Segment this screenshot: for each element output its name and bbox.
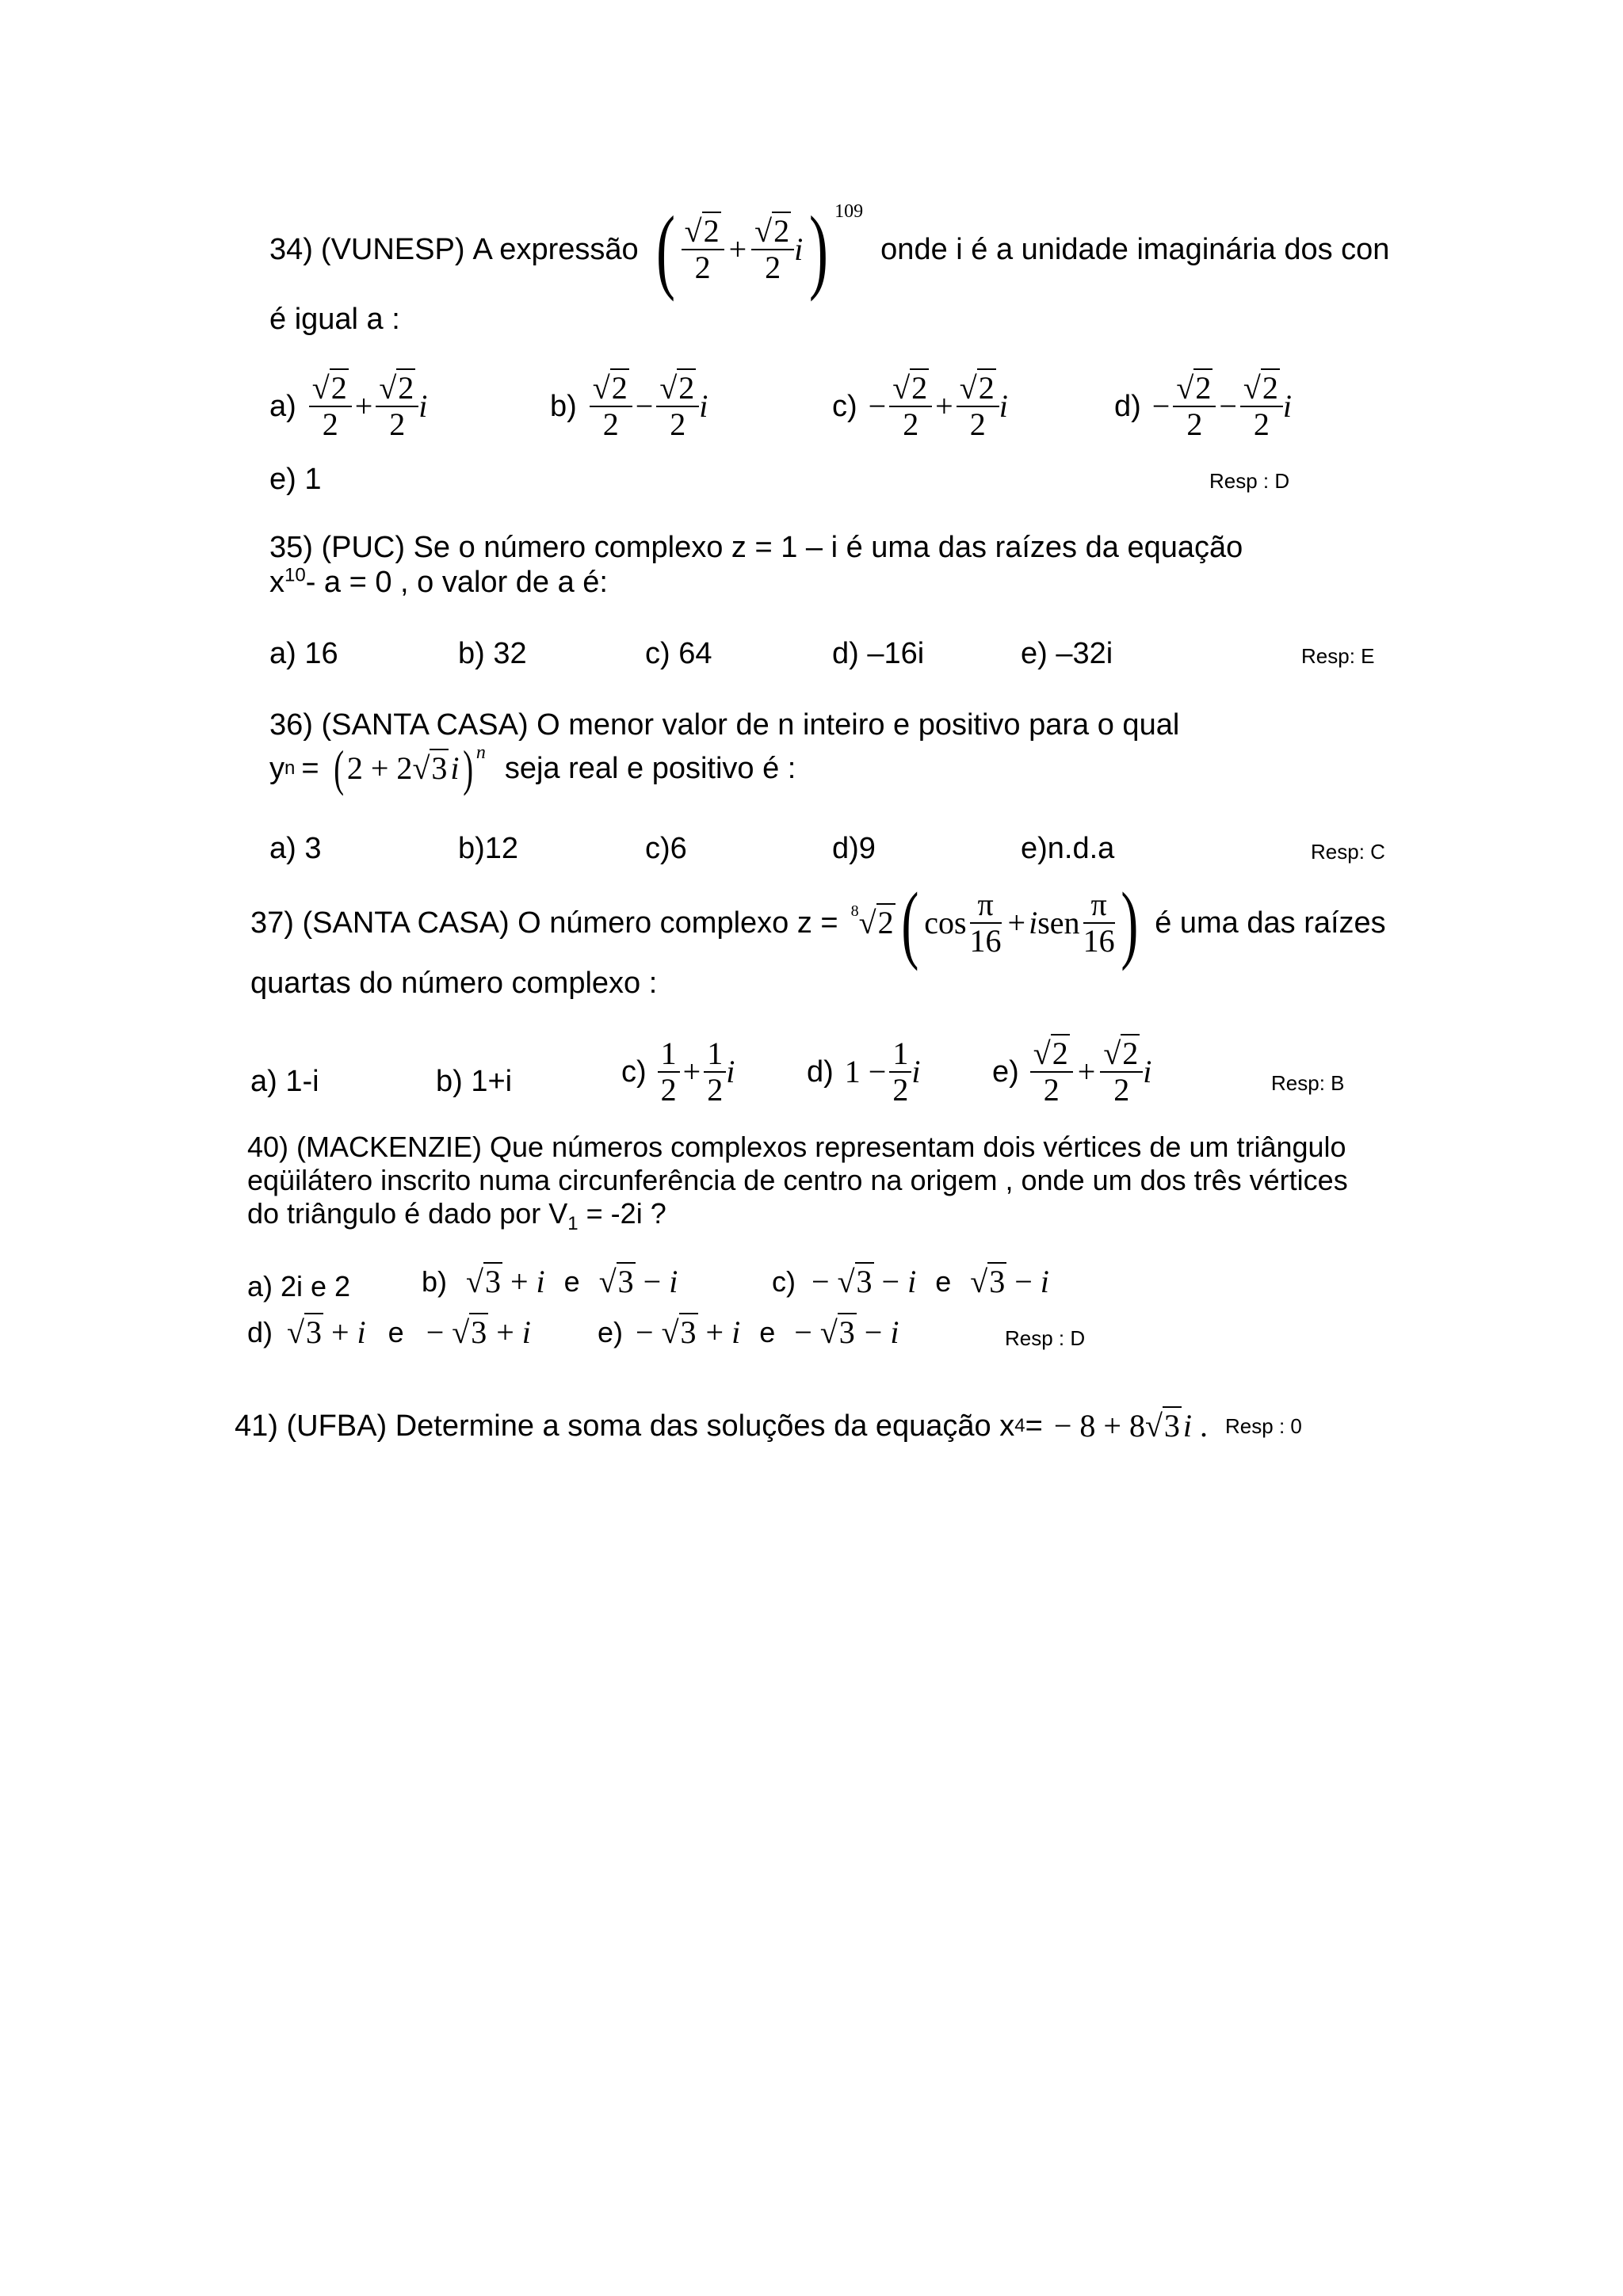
q37-expression: 8 √2 ( cos $\frac{\pi}{16}$ + i sen $\frac{\pi}{16}$ ) [850,875,1138,971]
q37-option-d: d) 1 − $\frac{1}{2}$ i [807,1035,921,1108]
q37-option-b: b) 1+i [436,1065,513,1098]
q40-line2: eqüilátero inscrito numa circunferência de centro na origem , onde um dos três vértices [247,1164,1348,1196]
q36-answer: Resp: C [1311,840,1385,864]
q35-option-a: a) 16 [269,637,338,670]
q34-header [269,198,1389,301]
q40-answer: Resp : D [1005,1326,1086,1350]
q36-line1: 36) (SANTA CASA) O menor valor de n inteiro e positivo para o qual [269,708,1180,742]
q34-text-before: A expressão [472,233,639,266]
q37-option-a: a) 1-i [250,1065,319,1098]
q34-exponent: 109 [834,201,864,222]
q34-option-c: c) − $\frac{√2}{2}$ + $\frac{√2}{2}$ i [832,370,1008,442]
q36-option-d: d)9 [832,832,876,865]
q35-line2: $x^{10}-$ a = 0 , o valor de a é: [269,564,608,599]
q34-expression: ( $\frac{√2}{2}$ + $\frac{√2}{2}$ i ) 109 [655,196,864,302]
q35-option-b: b) 32 [458,637,527,670]
q35-line1: 35) (PUC) Se o número complexo z = 1 – i é uma das raízes da equação [269,531,1243,564]
q34-number: 34) [269,233,313,266]
q35-option-c: c) 64 [645,637,712,670]
q40-option-c: c) − √3 − i e √3 − i [772,1264,1049,1299]
q41-answer: Resp : 0 [1225,1414,1302,1438]
q34-text-after: onde i é a unidade imaginária dos con [880,233,1390,266]
q37-option-c: c) $\frac{1}{2}$ + $\frac{1}{2}$ i [621,1035,735,1108]
q37-header: 37) (SANTA CASA) O número complexo z = 8 √2 ( cos $\frac{\pi}{16}$ + i sen $\frac{\pi}{16}$ ) é uma das raízes [250,875,1386,971]
q40-option-b: b) √3 + i e √3 − i [422,1264,678,1299]
q34-source: (VUNESP) [320,233,465,266]
q40-line3: do triângulo é dado por $V_1 = -2i$ ? [247,1197,666,1235]
q36-expression: ( 2 + 2 √3 i ) n [333,740,486,796]
q36-option-e: e)n.d.a [1021,832,1115,865]
q34-option-d: d) − $\frac{√2}{2}$ − $\frac{√2}{2}$ i [1114,370,1292,442]
q34-option-a: a) $\frac{√2}{2}$ + $\frac{√2}{2}$ i [269,370,428,442]
q34-answer: Resp : D [1209,469,1290,493]
q36-option-c: c)6 [645,832,687,865]
q37-line2: quartas do número complexo : [250,967,658,1000]
q40-option-d: d) √3 + i e − √3 + i [247,1314,531,1350]
q40-option-e: e) − √3 + i e − √3 − i [598,1314,899,1350]
q37-answer: Resp: B [1271,1071,1345,1095]
q35-answer: Resp: E [1301,644,1375,668]
q34-line2: é igual a : [269,303,400,336]
q37-option-e: e) $\frac{√2}{2}$ + $\frac{√2}{2}$ i [992,1035,1152,1108]
q40-option-a: a) 2i e 2 [247,1270,351,1302]
q34-option-b: b) $\frac{√2}{2}$ − $\frac{√2}{2}$ i [550,370,708,442]
q35-option-d: d) –16i [832,637,925,670]
q36-option-a: a) 3 [269,832,322,865]
q41-line: 41) (UFBA) Determine a soma das soluções da equação x 4 = − 8 + 8√3 i . Resp : 0 [235,1408,1302,1444]
q34-option-e: e) 1 [269,463,322,496]
q36-option-b: b)12 [458,832,519,865]
q36-line2: y n = ( 2 + 2 √3 i ) n seja real e positivo é : [269,740,796,796]
q40-line1: 40) (MACKENZIE) Que números complexos representam dois vértices de um triângulo [247,1131,1346,1163]
q35-option-e: e) –32i [1021,637,1113,670]
